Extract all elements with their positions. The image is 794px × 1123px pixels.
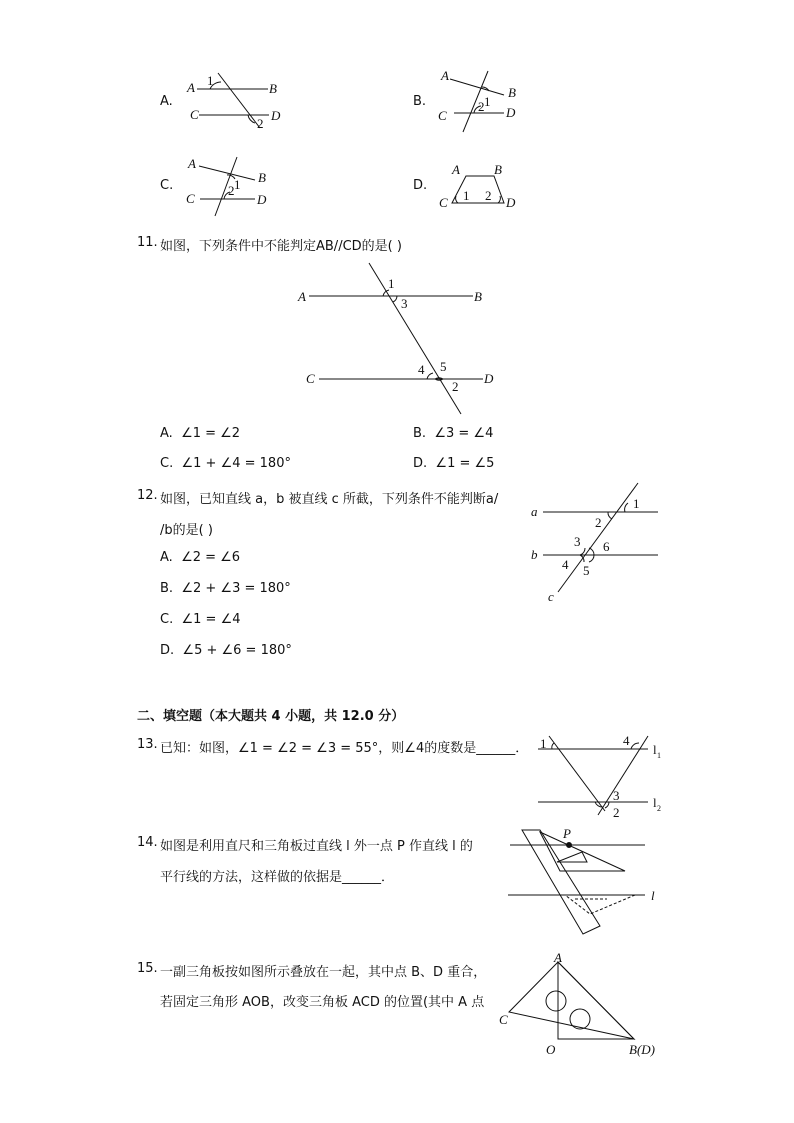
q12-question-line1: 如图，已知直线 a，b 被直线 c 所截，下列条件不能判断a/: [160, 492, 499, 507]
svg-text:c: c: [548, 589, 554, 604]
svg-text:1: 1: [234, 177, 241, 192]
svg-text:B: B: [258, 170, 266, 185]
svg-text:D: D: [271, 108, 281, 123]
q11-option-d: D. ∠1 = ∠5: [413, 456, 495, 471]
svg-text:1: 1: [463, 188, 470, 203]
svg-text:2: 2: [485, 188, 492, 203]
svg-text:a: a: [531, 504, 538, 519]
svg-text:C: C: [438, 108, 447, 123]
svg-text:1: 1: [633, 496, 640, 511]
svg-text:4: 4: [418, 362, 425, 377]
svg-text:D: D: [257, 192, 267, 207]
q15-question-line1: 一副三角板按如图所示叠放在一起，其中点 B、D 重合，: [160, 965, 487, 980]
svg-text:B: B: [269, 81, 277, 96]
q13-number: 13.: [137, 737, 158, 752]
svg-text:1: 1: [207, 73, 214, 88]
q14-question-line2: 平行线的方法，这样做的依据是______．: [160, 870, 395, 885]
q10-option-b-figure: [436, 68, 546, 136]
q12-number: 12.: [137, 488, 158, 503]
q12-question-line2: /b的是( ): [160, 523, 213, 538]
svg-text:A: A: [452, 162, 460, 177]
svg-text:O: O: [546, 1042, 556, 1057]
svg-text:3: 3: [613, 788, 620, 803]
svg-text:A: A: [188, 156, 196, 171]
q14-question-line1: 如图是利用直尺和三角板过直线 l 外一点 P 作直线 l 的: [160, 839, 473, 854]
svg-text:b: b: [531, 547, 538, 562]
svg-text:B(D): B(D): [629, 1042, 655, 1057]
svg-text:2: 2: [452, 379, 459, 394]
svg-text:B: B: [494, 162, 502, 177]
svg-text:l: l: [651, 888, 655, 903]
svg-text:2: 2: [595, 515, 602, 530]
svg-text:1: 1: [540, 736, 547, 751]
q12-option-c: C. ∠1 = ∠4: [160, 612, 241, 627]
svg-text:A: A: [187, 80, 195, 95]
q10-option-a-label: A.: [160, 94, 173, 109]
q11-figure: [295, 258, 505, 418]
q12-option-b: B. ∠2 + ∠3 = 180°: [160, 581, 291, 596]
q10-option-a-figure: [185, 70, 295, 135]
svg-text:5: 5: [440, 359, 447, 374]
svg-text:D: D: [506, 105, 516, 120]
q10-option-c-figure: [185, 154, 295, 219]
q13-question: 已知：如图，∠1 = ∠2 = ∠3 = 55°，则∠4的度数是______．: [160, 741, 529, 756]
q11-number: 11.: [137, 235, 158, 250]
svg-text:D: D: [484, 371, 494, 386]
svg-text:C: C: [306, 371, 315, 386]
svg-text:C: C: [186, 191, 195, 206]
q13-figure: [533, 728, 673, 823]
svg-text:B: B: [508, 85, 516, 100]
q15-number: 15.: [137, 961, 158, 976]
q14-figure: [505, 826, 665, 936]
section-title: 二、填空题（本大题共 4 小题，共 12.0 分）: [137, 709, 405, 724]
svg-text:1: 1: [484, 94, 491, 109]
q12-figure: [528, 480, 668, 605]
q10-option-b-label: B.: [413, 94, 427, 109]
svg-text:5: 5: [583, 563, 590, 578]
svg-text:A: A: [554, 950, 562, 965]
q14-number: 14.: [137, 835, 158, 850]
svg-text:B: B: [474, 289, 482, 304]
svg-text:P: P: [563, 826, 571, 841]
q11-option-b: B. ∠3 = ∠4: [413, 426, 494, 441]
svg-text:D: D: [506, 195, 516, 210]
svg-text:C: C: [499, 1012, 508, 1027]
q10-option-d-figure: [436, 160, 536, 215]
svg-text:2: 2: [657, 804, 661, 813]
svg-text:2: 2: [478, 99, 485, 114]
svg-text:1: 1: [657, 751, 661, 760]
q12-option-a: A. ∠2 = ∠6: [160, 550, 241, 565]
q15-figure: [494, 950, 664, 1065]
svg-text:A: A: [298, 289, 306, 304]
svg-text:C: C: [439, 195, 448, 210]
svg-text:2: 2: [228, 183, 235, 198]
q15-question-line2: 若固定三角形 AOB，改变三角板 ACD 的位置(其中 A 点: [160, 995, 485, 1010]
svg-text:A: A: [441, 68, 449, 83]
svg-text:1: 1: [388, 276, 395, 291]
svg-text:3: 3: [401, 296, 408, 311]
svg-text:2: 2: [613, 805, 620, 820]
q11-option-c: C. ∠1 + ∠4 = 180°: [160, 456, 291, 471]
svg-text:2: 2: [257, 116, 264, 131]
svg-text:4: 4: [623, 733, 630, 748]
q10-option-d-label: D.: [413, 178, 428, 193]
svg-text:l: l: [653, 742, 657, 757]
svg-text:l: l: [653, 795, 657, 810]
svg-text:4: 4: [562, 557, 569, 572]
q11-question: 如图，下列条件中不能判定AB//CD的是( ): [160, 239, 402, 254]
svg-text:3: 3: [574, 534, 581, 549]
q12-option-d: D. ∠5 + ∠6 = 180°: [160, 643, 292, 658]
svg-text:6: 6: [603, 539, 610, 554]
q11-option-a: A. ∠1 = ∠2: [160, 426, 241, 441]
svg-text:C: C: [190, 107, 199, 122]
q10-option-c-label: C.: [160, 178, 174, 193]
